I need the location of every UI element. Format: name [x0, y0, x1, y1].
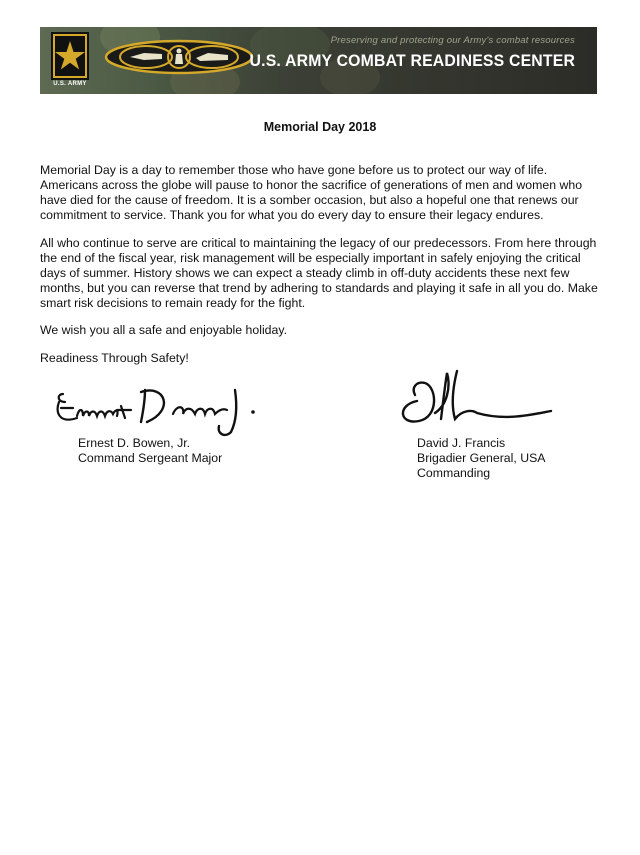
- banner-tagline: Preserving and protecting our Army's combat resources: [330, 35, 575, 46]
- paragraph-3: We wish you all a safe and enjoyable holiday.: [40, 323, 288, 337]
- signature-bowen: [55, 380, 265, 440]
- paragraph-1: Memorial Day is a day to remember those who have gone before us to protect our way of life. Americans across the globe will pause to honor the sacrifice of generations of men and women who have died for the cause of freedom. It is a somber occasion, but also a hopeful one that renews our commitment to service. Thank you for what you do every day to ensure their legacy endures.: [40, 163, 583, 222]
- signer-francis: [417, 436, 546, 481]
- combat-readiness-emblem: [104, 39, 254, 75]
- signer-bowen: [78, 436, 222, 466]
- document-title: Memorial Day 2018: [263, 120, 377, 134]
- army-label: U.S. ARMY: [53, 81, 87, 87]
- signer-rank: Command Sergeant Major: [78, 451, 223, 465]
- signer-role: Commanding: [417, 466, 491, 480]
- army-star-logo: [51, 32, 89, 87]
- header-banner: [40, 27, 597, 94]
- paragraph-2: All who continue to serve are critical to maintaining the legacy of our predecessors. From here through the end of the fiscal year, risk management will be especially important in safely enjoying the critical days of summer. History shows we can expect a steady climb in off-duty accidents these next few months, but you can reverse that trend by adhering to standards and playing it safe in all you do. Make smart risk decisions to remain ready for the fight.: [40, 236, 598, 310]
- signature-francis: [395, 365, 555, 445]
- paragraph-4: Readiness Through Safety!: [40, 351, 189, 365]
- banner-title: U.S. ARMY COMBAT READINESS CENTER: [249, 51, 575, 70]
- signer-name: David J. Francis: [417, 436, 506, 450]
- signer-name: Ernest D. Bowen, Jr.: [78, 436, 191, 450]
- signer-rank: Brigadier General, USA: [417, 451, 546, 465]
